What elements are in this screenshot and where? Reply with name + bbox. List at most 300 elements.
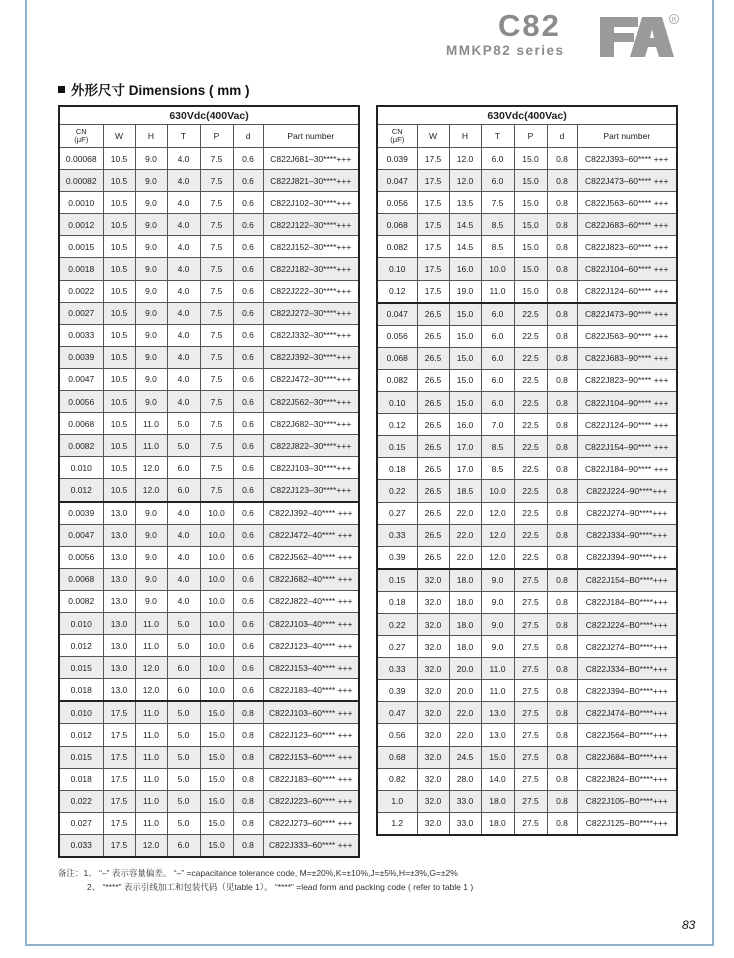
cell-capacitance: 0.047 (377, 170, 417, 192)
cell-width: 17.5 (417, 214, 449, 236)
cell-pitch: 10.0 (200, 524, 233, 546)
cell-part-number: C822J472–40**** +++ (263, 524, 359, 546)
cell-part-number: C822J272–30****+++ (263, 302, 359, 324)
table-row (377, 325, 677, 347)
cell-capacitance: 0.15 (377, 569, 417, 592)
cell-capacitance: 0.0033 (59, 324, 103, 346)
cell-part-number: C822J683–60**** +++ (577, 214, 677, 236)
cell-thickness: 5.0 (167, 701, 200, 724)
cell-capacitance: 0.018 (59, 679, 103, 702)
table-row (59, 324, 359, 346)
table-row (59, 479, 359, 502)
cell-lead-diameter: 0.8 (547, 613, 577, 635)
cell-height: 9.0 (135, 324, 167, 346)
cell-thickness: 8.5 (481, 436, 514, 458)
cell-thickness: 6.0 (167, 457, 200, 479)
cell-lead-diameter: 0.8 (547, 192, 577, 214)
cell-capacitance: 0.0056 (59, 546, 103, 568)
cell-thickness: 6.0 (481, 392, 514, 414)
cell-thickness: 6.0 (167, 679, 200, 702)
cell-lead-diameter: 0.8 (547, 569, 577, 592)
cell-width: 13.0 (103, 590, 135, 612)
cell-capacitance: 1.0 (377, 790, 417, 812)
cell-width: 17.5 (103, 812, 135, 834)
cell-height: 9.0 (135, 192, 167, 214)
cell-height: 15.0 (449, 325, 481, 347)
cell-lead-diameter: 0.6 (233, 192, 263, 214)
cell-pitch: 10.0 (200, 635, 233, 657)
table-row (59, 724, 359, 746)
cell-capacitance: 0.0027 (59, 302, 103, 324)
cell-thickness: 5.0 (167, 435, 200, 457)
table-row (59, 192, 359, 214)
cell-thickness: 4.0 (167, 280, 200, 302)
cell-pitch: 7.5 (200, 457, 233, 479)
col-header-p: P (200, 125, 233, 148)
cell-width: 17.5 (417, 280, 449, 303)
cell-thickness: 18.0 (481, 790, 514, 812)
cell-lead-diameter: 0.8 (547, 724, 577, 746)
cell-thickness: 6.0 (481, 347, 514, 369)
table-row (59, 635, 359, 657)
table-row (377, 502, 677, 524)
cell-pitch: 27.5 (514, 702, 547, 724)
cell-lead-diameter: 0.8 (233, 746, 263, 768)
cell-capacitance: 0.039 (377, 148, 417, 170)
cell-part-number: C822J474–B0****+++ (577, 702, 677, 724)
table-row (377, 148, 677, 170)
cell-capacitance: 0.0012 (59, 214, 103, 236)
cell-thickness: 5.0 (167, 812, 200, 834)
cell-lead-diameter: 0.8 (547, 702, 577, 724)
cell-part-number: C822J563–60**** +++ (577, 192, 677, 214)
cell-lead-diameter: 0.8 (547, 258, 577, 280)
cell-thickness: 5.0 (167, 724, 200, 746)
cell-thickness: 11.0 (481, 680, 514, 702)
cell-lead-diameter: 0.6 (233, 657, 263, 679)
footnotes (58, 867, 473, 894)
cell-pitch: 10.0 (200, 568, 233, 590)
cell-width: 32.0 (417, 658, 449, 680)
col-header-p: P (514, 125, 547, 148)
cell-width: 26.5 (417, 414, 449, 436)
cell-part-number: C822J273–60**** +++ (263, 812, 359, 834)
cell-width: 10.5 (103, 457, 135, 479)
cell-height: 9.0 (135, 391, 167, 413)
cell-part-number: C822J682–30****+++ (263, 413, 359, 435)
cell-width: 10.5 (103, 148, 135, 170)
cell-height: 22.0 (449, 724, 481, 746)
cell-lead-diameter: 0.6 (233, 435, 263, 457)
cell-capacitance: 0.010 (59, 701, 103, 724)
table-row (59, 790, 359, 812)
cell-width: 17.5 (103, 790, 135, 812)
table-row (59, 502, 359, 525)
col-header-w: W (103, 125, 135, 148)
table-row (377, 636, 677, 658)
cell-thickness: 13.0 (481, 702, 514, 724)
cell-capacitance: 1.2 (377, 812, 417, 835)
table-row (59, 834, 359, 857)
table-row (377, 170, 677, 192)
table-row (377, 347, 677, 369)
cell-pitch: 22.5 (514, 480, 547, 502)
cell-part-number: C822J182–30****+++ (263, 258, 359, 280)
cell-capacitance: 0.068 (377, 347, 417, 369)
cell-part-number: C822J125–B0****+++ (577, 812, 677, 835)
cell-height: 11.0 (135, 701, 167, 724)
cell-thickness: 4.0 (167, 236, 200, 258)
cell-lead-diameter: 0.6 (233, 635, 263, 657)
cell-capacitance: 0.012 (59, 724, 103, 746)
cell-lead-diameter: 0.6 (233, 679, 263, 702)
cell-thickness: 4.0 (167, 502, 200, 525)
table-row (377, 214, 677, 236)
table-row (59, 657, 359, 679)
cell-pitch: 22.5 (514, 436, 547, 458)
cell-thickness: 5.0 (167, 413, 200, 435)
cn-header-bottom: (μF) (390, 135, 405, 144)
table-row (377, 812, 677, 835)
cell-thickness: 6.0 (481, 170, 514, 192)
section-title (58, 79, 250, 99)
cell-thickness: 6.0 (167, 834, 200, 857)
cell-pitch: 10.0 (200, 502, 233, 525)
cell-thickness: 8.5 (481, 236, 514, 258)
cell-capacitance: 0.12 (377, 280, 417, 303)
table-row (59, 546, 359, 568)
cell-height: 24.5 (449, 746, 481, 768)
cell-pitch: 15.0 (514, 170, 547, 192)
table-row (377, 280, 677, 303)
cell-lead-diameter: 0.8 (547, 236, 577, 258)
table-row (377, 546, 677, 569)
cell-part-number: C822J822–30****+++ (263, 435, 359, 457)
cell-thickness: 12.0 (481, 524, 514, 546)
cell-height: 18.0 (449, 613, 481, 635)
cell-capacitance: 0.18 (377, 591, 417, 613)
col-header-t: T (167, 125, 200, 148)
svg-text:R: R (671, 17, 677, 24)
cell-lead-diameter: 0.6 (233, 258, 263, 280)
cell-part-number: C822J823–60**** +++ (577, 236, 677, 258)
voltage-group-header: 630Vdc(400Vac) (377, 106, 677, 125)
cell-capacitance: 0.027 (59, 812, 103, 834)
cell-width: 10.5 (103, 280, 135, 302)
cell-height: 9.0 (135, 346, 167, 368)
table-row (377, 591, 677, 613)
cell-height: 12.0 (135, 679, 167, 702)
table-row (59, 346, 359, 368)
table-row (377, 680, 677, 702)
table-row (59, 768, 359, 790)
cell-part-number: C822J184–90**** +++ (577, 458, 677, 480)
cell-height: 33.0 (449, 812, 481, 835)
cell-height: 9.0 (135, 546, 167, 568)
table-row (59, 701, 359, 724)
table-row (377, 392, 677, 414)
cell-height: 9.0 (135, 170, 167, 192)
cell-capacitance: 0.010 (59, 457, 103, 479)
cell-pitch: 15.0 (200, 834, 233, 857)
cell-height: 12.0 (449, 170, 481, 192)
cell-height: 9.0 (135, 524, 167, 546)
cell-thickness: 7.5 (481, 192, 514, 214)
cell-thickness: 14.0 (481, 768, 514, 790)
table-row (59, 236, 359, 258)
cell-thickness: 13.0 (481, 724, 514, 746)
table-row (377, 613, 677, 635)
cell-thickness: 4.0 (167, 524, 200, 546)
cell-lead-diameter: 0.8 (547, 658, 577, 680)
cell-width: 17.5 (417, 236, 449, 258)
cell-lead-diameter: 0.8 (547, 546, 577, 569)
cell-pitch: 22.5 (514, 325, 547, 347)
cell-height: 14.5 (449, 236, 481, 258)
cell-part-number: C822J224–B0****+++ (577, 613, 677, 635)
table-row (59, 280, 359, 302)
cell-capacitance: 0.68 (377, 746, 417, 768)
cn-header-top: CN (391, 127, 403, 136)
table-row (377, 724, 677, 746)
cell-width: 26.5 (417, 325, 449, 347)
cell-capacitance: 0.33 (377, 524, 417, 546)
cell-thickness: 4.0 (167, 214, 200, 236)
cell-lead-diameter: 0.8 (547, 458, 577, 480)
cell-height: 9.0 (135, 236, 167, 258)
col-header-d: d (547, 125, 577, 148)
cell-pitch: 15.0 (200, 768, 233, 790)
cell-height: 9.0 (135, 568, 167, 590)
cell-lead-diameter: 0.8 (547, 148, 577, 170)
product-series: MMKP82 series (446, 43, 565, 58)
col-header-cn (377, 125, 417, 148)
cell-part-number: C822J564–B0****+++ (577, 724, 677, 746)
cell-thickness: 4.0 (167, 368, 200, 390)
table-row (59, 368, 359, 390)
cell-pitch: 27.5 (514, 790, 547, 812)
cell-height: 11.0 (135, 724, 167, 746)
cell-capacitance: 0.082 (377, 236, 417, 258)
cell-capacitance: 0.0068 (59, 568, 103, 590)
cell-thickness: 4.0 (167, 170, 200, 192)
cell-capacitance: 0.18 (377, 458, 417, 480)
cell-pitch: 22.5 (514, 369, 547, 391)
cell-part-number: C822J152–30****+++ (263, 236, 359, 258)
cell-width: 10.5 (103, 391, 135, 413)
cell-capacitance: 0.0082 (59, 435, 103, 457)
cell-height: 18.0 (449, 636, 481, 658)
cell-part-number: C822J821–30****+++ (263, 170, 359, 192)
table-row (377, 303, 677, 326)
cell-capacitance: 0.39 (377, 680, 417, 702)
cell-part-number: C822J562–30****+++ (263, 391, 359, 413)
table-row (59, 746, 359, 768)
cell-part-number: C822J153–60**** +++ (263, 746, 359, 768)
cell-thickness: 4.0 (167, 324, 200, 346)
cell-capacitance: 0.012 (59, 479, 103, 502)
cell-pitch: 27.5 (514, 768, 547, 790)
cell-capacitance: 0.12 (377, 414, 417, 436)
cell-width: 32.0 (417, 746, 449, 768)
cell-thickness: 12.0 (481, 502, 514, 524)
cell-thickness: 9.0 (481, 591, 514, 613)
cell-pitch: 7.5 (200, 391, 233, 413)
cell-height: 11.0 (135, 812, 167, 834)
cell-width: 13.0 (103, 546, 135, 568)
cell-lead-diameter: 0.8 (547, 524, 577, 546)
cell-width: 10.5 (103, 346, 135, 368)
cell-part-number: C822J334–90****+++ (577, 524, 677, 546)
cell-lead-diameter: 0.6 (233, 236, 263, 258)
cell-height: 9.0 (135, 502, 167, 525)
cell-thickness: 11.0 (481, 658, 514, 680)
cell-thickness: 10.0 (481, 480, 514, 502)
table-row (377, 414, 677, 436)
cell-pitch: 15.0 (514, 258, 547, 280)
cell-lead-diameter: 0.6 (233, 524, 263, 546)
cell-width: 13.0 (103, 635, 135, 657)
cell-pitch: 22.5 (514, 546, 547, 569)
cell-thickness: 6.0 (481, 148, 514, 170)
cell-part-number: C822J824–B0****+++ (577, 768, 677, 790)
cell-part-number: C822J274–B0****+++ (577, 636, 677, 658)
cell-thickness: 4.0 (167, 346, 200, 368)
cell-lead-diameter: 0.8 (547, 746, 577, 768)
cell-width: 17.5 (103, 746, 135, 768)
cell-width: 32.0 (417, 569, 449, 592)
cell-width: 17.5 (417, 192, 449, 214)
cell-part-number: C822J394–B0****+++ (577, 680, 677, 702)
cell-pitch: 27.5 (514, 636, 547, 658)
cell-width: 10.5 (103, 170, 135, 192)
cell-thickness: 5.0 (167, 790, 200, 812)
cell-capacitance: 0.22 (377, 480, 417, 502)
cell-lead-diameter: 0.6 (233, 391, 263, 413)
cell-capacitance: 0.27 (377, 502, 417, 524)
cell-height: 15.0 (449, 369, 481, 391)
cell-height: 18.0 (449, 591, 481, 613)
cell-part-number: C822J123–30****+++ (263, 479, 359, 502)
cell-width: 17.5 (103, 724, 135, 746)
cell-height: 11.0 (135, 413, 167, 435)
cell-height: 15.0 (449, 347, 481, 369)
table-row (377, 746, 677, 768)
cell-lead-diameter: 0.8 (547, 280, 577, 303)
cell-pitch: 22.5 (514, 347, 547, 369)
cell-capacitance: 0.022 (59, 790, 103, 812)
cell-pitch: 27.5 (514, 591, 547, 613)
cell-width: 32.0 (417, 680, 449, 702)
table-row (59, 148, 359, 170)
cell-lead-diameter: 0.6 (233, 346, 263, 368)
cell-part-number: C822J154–90**** +++ (577, 436, 677, 458)
cell-width: 17.5 (103, 701, 135, 724)
cell-pitch: 27.5 (514, 658, 547, 680)
table-row (59, 435, 359, 457)
cell-part-number: C822J392–30****+++ (263, 346, 359, 368)
cn-header-top: CN (75, 127, 87, 136)
cell-thickness: 4.0 (167, 590, 200, 612)
cell-thickness: 5.0 (167, 768, 200, 790)
cell-height: 18.0 (449, 569, 481, 592)
col-header-d: d (233, 125, 263, 148)
cell-lead-diameter: 0.6 (233, 479, 263, 502)
cell-lead-diameter: 0.8 (547, 591, 577, 613)
cell-pitch: 7.5 (200, 236, 233, 258)
cell-part-number: C822J563–90**** +++ (577, 325, 677, 347)
table-row (59, 812, 359, 834)
cell-part-number: C822J224–90****+++ (577, 480, 677, 502)
cell-width: 32.0 (417, 636, 449, 658)
cell-width: 10.5 (103, 368, 135, 390)
cell-part-number: C822J333–60**** +++ (263, 834, 359, 857)
cell-height: 16.0 (449, 414, 481, 436)
cell-part-number: C822J681–30****+++ (263, 148, 359, 170)
cell-capacitance: 0.00068 (59, 148, 103, 170)
cell-capacitance: 0.0039 (59, 502, 103, 525)
cell-thickness: 4.0 (167, 192, 200, 214)
cell-width: 32.0 (417, 591, 449, 613)
cell-capacitance: 0.033 (59, 834, 103, 857)
cell-part-number: C822J822–40**** +++ (263, 590, 359, 612)
cell-lead-diameter: 0.6 (233, 302, 263, 324)
cell-height: 13.5 (449, 192, 481, 214)
cell-capacitance: 0.56 (377, 724, 417, 746)
table-row (377, 658, 677, 680)
cell-thickness: 4.0 (167, 391, 200, 413)
cell-part-number: C822J103–40**** +++ (263, 612, 359, 634)
cell-part-number: C822J472–30****+++ (263, 368, 359, 390)
cell-height: 33.0 (449, 790, 481, 812)
table-row (59, 302, 359, 324)
table-row (377, 790, 677, 812)
cell-width: 17.5 (417, 148, 449, 170)
cell-part-number: C822J274–90****+++ (577, 502, 677, 524)
cell-pitch: 15.0 (514, 192, 547, 214)
cell-thickness: 9.0 (481, 613, 514, 635)
table-row (377, 192, 677, 214)
cell-height: 9.0 (135, 302, 167, 324)
cell-part-number: C822J684–B0****+++ (577, 746, 677, 768)
cell-pitch: 27.5 (514, 746, 547, 768)
cell-width: 32.0 (417, 768, 449, 790)
table-row (59, 457, 359, 479)
cell-pitch: 7.5 (200, 435, 233, 457)
cell-width: 10.5 (103, 479, 135, 502)
cell-part-number: C822J332–30****+++ (263, 324, 359, 346)
cell-lead-diameter: 0.8 (233, 768, 263, 790)
cell-pitch: 7.5 (200, 214, 233, 236)
cell-part-number: C822J105–B0****+++ (577, 790, 677, 812)
table-row (59, 258, 359, 280)
cell-width: 10.5 (103, 302, 135, 324)
cell-width: 13.0 (103, 612, 135, 634)
cell-lead-diameter: 0.8 (547, 812, 577, 835)
col-header-t: T (481, 125, 514, 148)
cell-lead-diameter: 0.6 (233, 148, 263, 170)
cell-capacitance: 0.0022 (59, 280, 103, 302)
cell-width: 32.0 (417, 702, 449, 724)
cell-capacitance: 0.0047 (59, 524, 103, 546)
footnote-2: 2、 “****” 表示引线加工和包装代码（见table 1）。 “****” =lead form and packing code ( refer to table 1 ) (87, 881, 474, 892)
cell-height: 9.0 (135, 214, 167, 236)
cell-lead-diameter: 0.6 (233, 502, 263, 525)
cell-part-number: C822J394–90****+++ (577, 546, 677, 569)
cell-lead-diameter: 0.8 (547, 480, 577, 502)
cell-height: 9.0 (135, 258, 167, 280)
cell-capacitance: 0.0056 (59, 391, 103, 413)
